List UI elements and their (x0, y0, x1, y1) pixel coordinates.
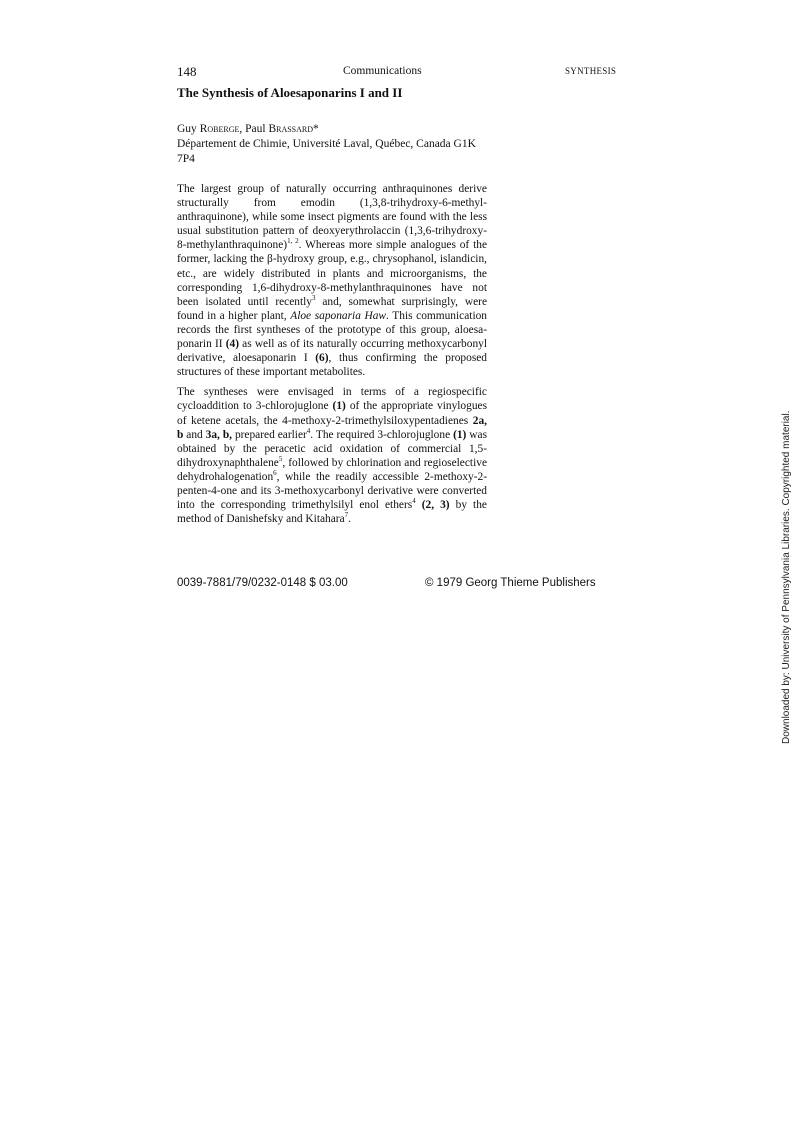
p2-text-6: was obtained by the peracetic acid oxidation of commercial 1,5-dihydroxynaphthalene (177, 428, 487, 469)
p2-text-9: by the method of Danishefsky and Kitahara (177, 499, 487, 526)
article-title: The Synthesis of Aloesaponarins I and II (177, 85, 403, 100)
paragraph-1 (177, 182, 487, 379)
affiliation: Département de Chimie, Université Laval, Québec, Canada G1K 7P4 (177, 138, 476, 165)
compound-4: (4) (225, 338, 240, 351)
p1-text-1: The largest group of naturally occurring anthraquinones derive structurally from emodin (1,3,8-trihydroxy-6-methylanthraquinone), while some insect pigments are found with the less usual substitution pattern of deoxyerythrolaccin (1,3,6-trihydroxy-8-methylanthraquinone) (177, 183, 487, 252)
author-separator: , (239, 123, 246, 135)
author1-last: Roberge (199, 123, 240, 135)
compounds-2-3: (2, 3) (415, 499, 450, 512)
p2-text-8: , while the readily accessible 2-methoxy-2-penten-4-one and its 3-methoxycarbonyl derivative were converted into the corresponding trimethylsilyl enol ethers (177, 470, 487, 512)
ref-6: 6 (273, 468, 277, 477)
page-number: 148 (177, 64, 197, 79)
ref-4b: 4 (412, 497, 416, 506)
author2-last: Brassard (268, 123, 314, 135)
p2-text-3: and (183, 428, 206, 441)
p2-text-7: , followed by chlorination and regioselective dehydrohalogenation (177, 456, 487, 483)
corresponding-mark: * (313, 123, 319, 135)
p2-text-2: of the appropriate vinylogues of ketene acetals, the 4-methoxy-2-trimethylsiloxypentadienes (177, 400, 488, 427)
compound-1-again: (1) (453, 428, 467, 441)
author2-first: Paul (245, 123, 269, 135)
download-notice: Downloaded by: University of Pennsylvania Libraries. Copyrighted material. (781, 410, 792, 744)
p1-text-5: as well as of its naturally occurring methoxycarbonyl derivative, aloesaponarin I (177, 338, 488, 365)
p2-text-10: . (348, 513, 352, 526)
section-label: Communications (343, 65, 422, 77)
copyright: © 1979 Georg Thieme Publishers (425, 577, 596, 589)
species-name: Aloe saponaria Haw (290, 309, 387, 322)
p2-text-5: . The required 3-chlorojuglone (310, 428, 454, 441)
paragraph-2 (177, 385, 487, 526)
journal-name: SYNTHESIS (565, 66, 617, 76)
p1-text-6: , thus confirming the proposed structures of these important metabolites. (177, 352, 488, 379)
ref-1-2: 1, 2 (287, 237, 299, 246)
ref-7: 7 (344, 511, 349, 520)
p2-text-1: The syntheses were envisaged in terms of a regiospecific cycloaddition to 3-chlorojuglone (177, 386, 487, 413)
p1-text-2: . Whereas more simple analogues of the former, lacking the β-hydroxy group, e.g., chrysophanol, islandicin, etc., are widely distributed in plants and microorganisms, the corresponding 1,6-dihydroxy-8-methylanthraquinones have not been isolated until recently (177, 239, 488, 308)
compound-1: (1) (332, 400, 346, 413)
ref-4: 4 (306, 426, 311, 435)
p2-text-4: prepared earlier (232, 428, 307, 441)
ref-3: 3 (312, 293, 316, 302)
ref-5: 5 (278, 454, 283, 463)
compound-2ab: 2a, b (177, 414, 487, 441)
compound-3ab: 3a, b, (205, 428, 233, 441)
author1-first: Guy (177, 123, 200, 135)
compound-6: (6) (315, 352, 329, 365)
authors (177, 123, 319, 135)
p1-text-4: . This communication records the first syntheses of the prototype of this group, aloesaponarin II (177, 309, 488, 351)
article-body (177, 182, 487, 532)
download-notice-wrap (781, 384, 795, 744)
p1-text-3: and, somewhat surprisingly, were found in a higher plant, (177, 295, 488, 322)
article-code: 0039-7881/79/0232-0148 $ 03.00 (177, 577, 348, 589)
